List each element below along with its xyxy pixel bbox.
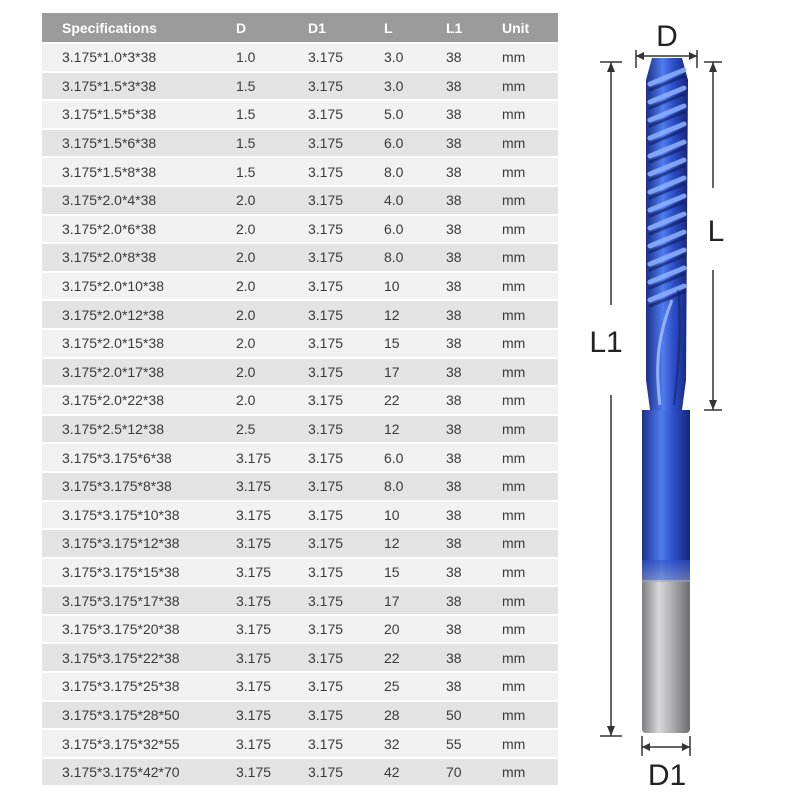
cell-d1: 3.175 xyxy=(308,215,384,244)
cell-l: 15 xyxy=(384,329,446,358)
cell-unit: mm xyxy=(502,415,558,444)
l1-label: L1 xyxy=(589,326,623,359)
d1-dimension xyxy=(642,736,690,792)
table-row xyxy=(42,501,558,530)
cell-d: 2.0 xyxy=(236,272,308,301)
cell-d1: 3.175 xyxy=(308,386,384,415)
cell-d: 3.175 xyxy=(236,643,308,672)
table-row xyxy=(42,472,558,501)
cell-d: 2.5 xyxy=(236,415,308,444)
cell-unit: mm xyxy=(502,701,558,730)
cell-l1: 50 xyxy=(446,701,502,730)
cell-l: 6.0 xyxy=(384,443,446,472)
cell-d1: 3.175 xyxy=(308,443,384,472)
table-row xyxy=(42,100,558,129)
cell-unit: mm xyxy=(502,243,558,272)
header-specifications: Specifications xyxy=(42,13,236,43)
cell-d1: 3.175 xyxy=(308,186,384,215)
cell-unit: mm xyxy=(502,615,558,644)
cell-l1: 38 xyxy=(446,672,502,701)
cell-d1: 3.175 xyxy=(308,615,384,644)
table-row xyxy=(42,186,558,215)
cell-d: 3.175 xyxy=(236,558,308,587)
cell-l: 3.0 xyxy=(384,43,446,72)
cell-d: 3.175 xyxy=(236,701,308,730)
cell-unit: mm xyxy=(502,501,558,530)
cell-l: 32 xyxy=(384,729,446,758)
cell-l: 17 xyxy=(384,586,446,615)
cell-l1: 38 xyxy=(446,643,502,672)
cell-d: 1.5 xyxy=(236,129,308,158)
cell-spec: 3.175*1.5*5*38 xyxy=(42,100,236,129)
table-row xyxy=(42,329,558,358)
header-d: D xyxy=(236,13,308,43)
cell-unit: mm xyxy=(502,186,558,215)
cell-l1: 38 xyxy=(446,586,502,615)
cell-spec: 3.175*2.0*4*38 xyxy=(42,186,236,215)
cell-spec: 3.175*2.0*6*38 xyxy=(42,215,236,244)
cell-unit: mm xyxy=(502,672,558,701)
cell-l: 8.0 xyxy=(384,243,446,272)
table-row xyxy=(42,558,558,587)
cell-spec: 3.175*3.175*20*38 xyxy=(42,615,236,644)
cell-d: 2.0 xyxy=(236,329,308,358)
cell-spec: 3.175*3.175*42*70 xyxy=(42,758,236,787)
cell-l1: 38 xyxy=(446,72,502,101)
cell-d1: 3.175 xyxy=(308,501,384,530)
table-row xyxy=(42,672,558,701)
cell-unit: mm xyxy=(502,358,558,387)
d1-label: D1 xyxy=(647,759,687,792)
cell-d: 3.175 xyxy=(236,501,308,530)
cell-l1: 70 xyxy=(446,758,502,787)
cell-unit: mm xyxy=(502,558,558,587)
l-label: L xyxy=(707,215,725,248)
cell-spec: 3.175*3.175*17*38 xyxy=(42,586,236,615)
cell-l1: 38 xyxy=(446,215,502,244)
cell-d1: 3.175 xyxy=(308,558,384,587)
cell-l1: 38 xyxy=(446,443,502,472)
table-row xyxy=(42,586,558,615)
cell-spec: 3.175*3.175*15*38 xyxy=(42,558,236,587)
cell-d: 3.175 xyxy=(236,729,308,758)
cell-d: 3.175 xyxy=(236,443,308,472)
table-row xyxy=(42,415,558,444)
cell-l1: 38 xyxy=(446,358,502,387)
cell-d: 1.5 xyxy=(236,100,308,129)
cell-spec: 3.175*2.5*12*38 xyxy=(42,415,236,444)
table-row xyxy=(42,157,558,186)
table-row xyxy=(42,243,558,272)
cell-l1: 38 xyxy=(446,157,502,186)
cell-l: 4.0 xyxy=(384,186,446,215)
table-row xyxy=(42,300,558,329)
cell-unit: mm xyxy=(502,643,558,672)
cell-l: 28 xyxy=(384,701,446,730)
cell-l: 3.0 xyxy=(384,72,446,101)
d-label: D xyxy=(656,20,678,53)
table-row xyxy=(42,643,558,672)
cell-d: 2.0 xyxy=(236,186,308,215)
cell-l1: 38 xyxy=(446,186,502,215)
cell-d1: 3.175 xyxy=(308,43,384,72)
cell-d1: 3.175 xyxy=(308,272,384,301)
end-mill-diagram xyxy=(550,0,800,800)
cell-unit: mm xyxy=(502,329,558,358)
cell-l1: 38 xyxy=(446,272,502,301)
cell-unit: mm xyxy=(502,272,558,301)
cell-spec: 3.175*2.0*22*38 xyxy=(42,386,236,415)
spec-table xyxy=(42,13,558,787)
table-row xyxy=(42,701,558,730)
cell-d1: 3.175 xyxy=(308,701,384,730)
table-row xyxy=(42,358,558,387)
cell-d1: 3.175 xyxy=(308,729,384,758)
l1-dimension xyxy=(589,62,622,736)
header-d1: D1 xyxy=(308,13,384,43)
cell-l: 8.0 xyxy=(384,472,446,501)
cell-l: 12 xyxy=(384,415,446,444)
cell-l1: 38 xyxy=(446,501,502,530)
cell-l: 6.0 xyxy=(384,129,446,158)
cell-unit: mm xyxy=(502,529,558,558)
cell-d: 2.0 xyxy=(236,300,308,329)
cell-d1: 3.175 xyxy=(308,129,384,158)
cell-l: 10 xyxy=(384,272,446,301)
cell-d: 3.175 xyxy=(236,758,308,787)
cell-d1: 3.175 xyxy=(308,529,384,558)
cell-l: 17 xyxy=(384,358,446,387)
cell-d: 2.0 xyxy=(236,215,308,244)
cell-l1: 38 xyxy=(446,129,502,158)
cell-unit: mm xyxy=(502,43,558,72)
cell-unit: mm xyxy=(502,215,558,244)
table-row xyxy=(42,215,558,244)
table-row xyxy=(42,615,558,644)
cell-spec: 3.175*2.0*10*38 xyxy=(42,272,236,301)
cell-unit: mm xyxy=(502,300,558,329)
cell-spec: 3.175*3.175*28*50 xyxy=(42,701,236,730)
cell-d1: 3.175 xyxy=(308,300,384,329)
cell-unit: mm xyxy=(502,129,558,158)
table-row xyxy=(42,443,558,472)
cell-d1: 3.175 xyxy=(308,243,384,272)
cell-unit: mm xyxy=(502,100,558,129)
cell-d1: 3.175 xyxy=(308,415,384,444)
cell-spec: 3.175*1.0*3*38 xyxy=(42,43,236,72)
table-header-row xyxy=(42,13,558,43)
cell-l: 15 xyxy=(384,558,446,587)
cell-l: 6.0 xyxy=(384,215,446,244)
cell-spec: 3.175*3.175*12*38 xyxy=(42,529,236,558)
cell-unit: mm xyxy=(502,157,558,186)
spiral-end-mill-bit-icon xyxy=(642,58,690,733)
cell-l: 25 xyxy=(384,672,446,701)
cell-d: 2.0 xyxy=(236,243,308,272)
cell-l: 22 xyxy=(384,386,446,415)
cell-d1: 3.175 xyxy=(308,672,384,701)
header-unit: Unit xyxy=(502,13,558,43)
cell-l1: 38 xyxy=(446,100,502,129)
cell-d1: 3.175 xyxy=(308,329,384,358)
table-row xyxy=(42,386,558,415)
cell-spec: 3.175*3.175*8*38 xyxy=(42,472,236,501)
cell-d1: 3.175 xyxy=(308,72,384,101)
cell-l: 10 xyxy=(384,501,446,530)
cell-d: 3.175 xyxy=(236,586,308,615)
cell-d: 3.175 xyxy=(236,615,308,644)
cell-l1: 38 xyxy=(446,43,502,72)
cell-spec: 3.175*1.5*6*38 xyxy=(42,129,236,158)
cell-l1: 55 xyxy=(446,729,502,758)
cell-spec: 3.175*3.175*6*38 xyxy=(42,443,236,472)
cell-spec: 3.175*3.175*32*55 xyxy=(42,729,236,758)
cell-spec: 3.175*2.0*12*38 xyxy=(42,300,236,329)
table-row xyxy=(42,729,558,758)
cell-spec: 3.175*1.5*3*38 xyxy=(42,72,236,101)
cell-l1: 38 xyxy=(446,329,502,358)
cell-spec: 3.175*3.175*10*38 xyxy=(42,501,236,530)
cell-d: 3.175 xyxy=(236,529,308,558)
cell-d1: 3.175 xyxy=(308,100,384,129)
cell-d: 1.5 xyxy=(236,157,308,186)
cell-l1: 38 xyxy=(446,300,502,329)
table-row xyxy=(42,43,558,72)
cell-l1: 38 xyxy=(446,615,502,644)
cell-unit: mm xyxy=(502,729,558,758)
cell-l1: 38 xyxy=(446,529,502,558)
table-row xyxy=(42,529,558,558)
cell-d1: 3.175 xyxy=(308,643,384,672)
cell-d1: 3.175 xyxy=(308,586,384,615)
cell-d: 3.175 xyxy=(236,672,308,701)
cell-l: 12 xyxy=(384,529,446,558)
cell-spec: 3.175*2.0*8*38 xyxy=(42,243,236,272)
cell-d: 2.0 xyxy=(236,386,308,415)
cell-l1: 38 xyxy=(446,243,502,272)
cell-d1: 3.175 xyxy=(308,758,384,787)
cell-unit: mm xyxy=(502,472,558,501)
table-body xyxy=(42,43,558,786)
table-row xyxy=(42,758,558,787)
cell-unit: mm xyxy=(502,443,558,472)
header-l: L xyxy=(384,13,446,43)
cell-unit: mm xyxy=(502,586,558,615)
cell-d: 2.0 xyxy=(236,358,308,387)
l-dimension xyxy=(704,62,724,410)
cell-l: 20 xyxy=(384,615,446,644)
cell-unit: mm xyxy=(502,72,558,101)
cell-l1: 38 xyxy=(446,472,502,501)
table-row xyxy=(42,272,558,301)
cell-l: 8.0 xyxy=(384,157,446,186)
cell-l1: 38 xyxy=(446,386,502,415)
table-row xyxy=(42,72,558,101)
cell-l1: 38 xyxy=(446,558,502,587)
cell-d: 3.175 xyxy=(236,472,308,501)
cell-unit: mm xyxy=(502,758,558,787)
cell-d1: 3.175 xyxy=(308,358,384,387)
cell-l: 12 xyxy=(384,300,446,329)
cell-unit: mm xyxy=(502,386,558,415)
cell-spec: 3.175*3.175*22*38 xyxy=(42,643,236,672)
cell-spec: 3.175*3.175*25*38 xyxy=(42,672,236,701)
cell-spec: 3.175*2.0*17*38 xyxy=(42,358,236,387)
cell-spec: 3.175*2.0*15*38 xyxy=(42,329,236,358)
cell-d1: 3.175 xyxy=(308,472,384,501)
cell-d1: 3.175 xyxy=(308,157,384,186)
cell-d: 1.5 xyxy=(236,72,308,101)
cell-l1: 38 xyxy=(446,415,502,444)
header-l1: L1 xyxy=(446,13,502,43)
cell-l: 22 xyxy=(384,643,446,672)
cell-d: 1.0 xyxy=(236,43,308,72)
cell-spec: 3.175*1.5*8*38 xyxy=(42,157,236,186)
cell-l: 42 xyxy=(384,758,446,787)
table-row xyxy=(42,129,558,158)
cell-l: 5.0 xyxy=(384,100,446,129)
